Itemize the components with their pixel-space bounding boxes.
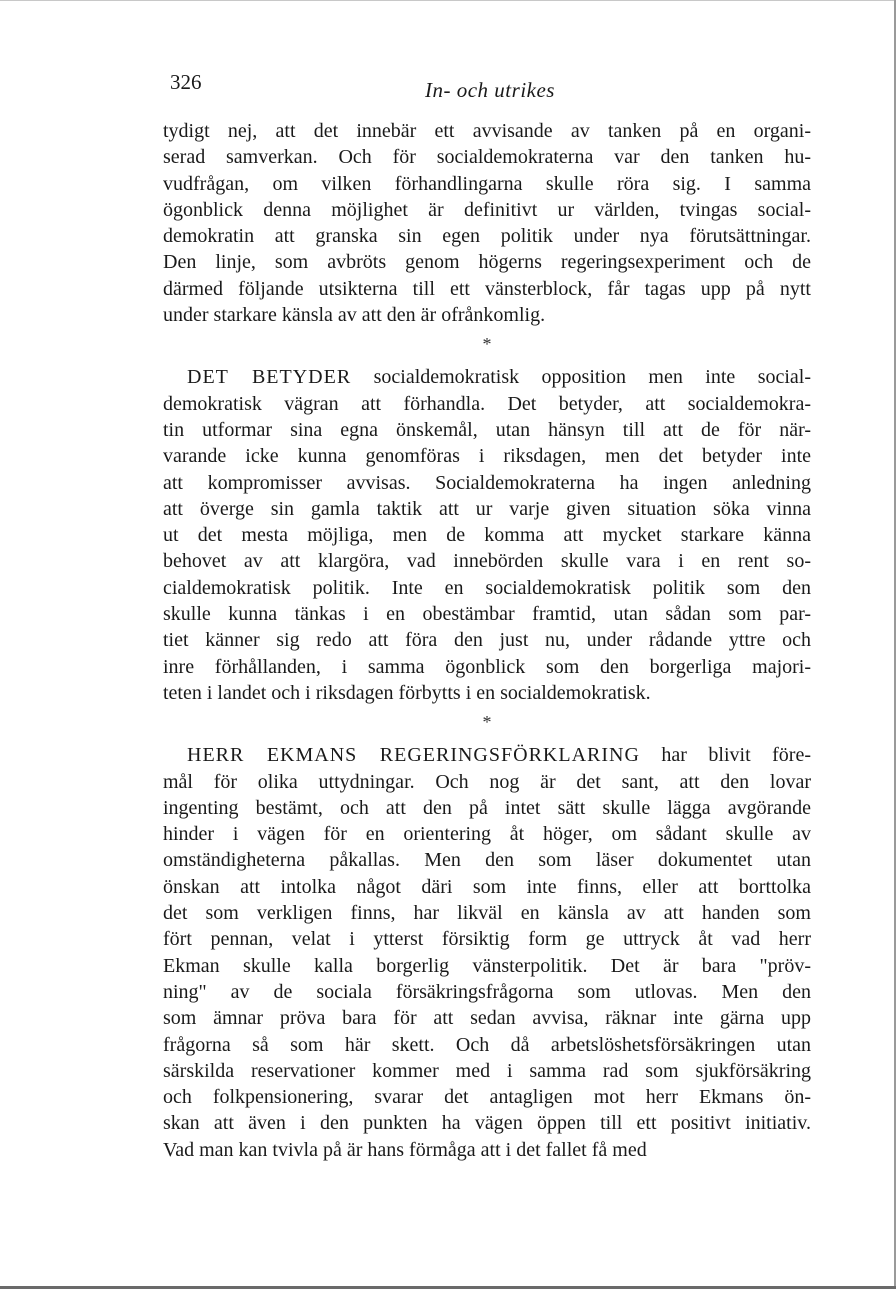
- paragraph-lead-smallcaps: HERR EKMANS REGERINGSFÖRKLARING: [187, 744, 640, 767]
- journal-title: In- och utrikes: [425, 78, 555, 102]
- text-line: Vad man kan tvivla på är hans förmåga att i det fallet få med: [163, 1138, 647, 1161]
- text-line: hinder i vägen för en orientering åt höger, om sådant skulle av: [163, 823, 811, 846]
- section-separator-asterisk: *: [482, 334, 492, 355]
- page-body: [163, 118, 811, 1163]
- paragraph-1: [163, 118, 811, 328]
- text-line: tiet känner sig redo att föra den just nu, under rådande yttre och: [163, 629, 811, 652]
- text-line: därmed följande utsikterna till ett vänsterblock, får tagas upp på nytt: [163, 277, 811, 300]
- text-line: Ekman skulle kalla borgerlig vänsterpolitik. Det är bara "pröv-: [163, 954, 811, 977]
- running-head: [170, 70, 820, 110]
- text-line: serad samverkan. Och för socialdemokraterna var den tanken hu-: [163, 146, 811, 169]
- text-line: inre förhållanden, i samma ögonblick som den borgerliga majori-: [163, 655, 811, 678]
- paragraph-3: [163, 742, 811, 1163]
- text-line: tin utformar sina egna önskemål, utan hänsyn till att de för när-: [163, 418, 811, 441]
- text-line-rest: socialdemokratisk opposition men inte social-: [351, 366, 811, 389]
- text-line: under starkare känsla av att den är ofrånkomlig.: [163, 304, 546, 327]
- paragraph-2: [163, 364, 811, 706]
- section-separator-asterisk: *: [482, 712, 492, 733]
- paragraph-lead-smallcaps: DET BETYDER: [187, 366, 352, 389]
- text-line: tydigt nej, att det innebär ett avvisande av tanken på en organi-: [163, 120, 811, 142]
- text-line: varande icke kunna genomföras i riksdagen, men det betyder inte: [163, 445, 811, 468]
- text-line: vudfrågan, om vilken förhandlingarna skulle röra sig. I samma: [163, 172, 811, 195]
- text-line: att överge sin gamla taktik att ur varje given situation söka vinna: [163, 497, 811, 520]
- text-line: omständigheterna påkallas. Men den som läser dokumentet utan: [163, 849, 811, 872]
- text-line: som ämnar pröva bara för att sedan avvisa, räknar inte gärna upp: [163, 1007, 811, 1030]
- text-line: demokratisk vägran att förhandla. Det betyder, att socialdemokra-: [163, 392, 811, 415]
- text-line: önskan att intolka något däri som inte finns, eller att borttolka: [163, 875, 811, 898]
- text-line: skan att även i den punkten ha vägen öppen till ett positivt initiativ.: [163, 1112, 811, 1135]
- text-line-first: [163, 742, 811, 768]
- text-line: teten i landet och i riksdagen förbytts i en socialdemokratisk.: [163, 681, 651, 704]
- text-line: Den linje, som avbröts genom högerns regeringsexperiment och de: [163, 251, 811, 274]
- scan-edge-top: [0, 0, 896, 6]
- text-line-rest: har blivit före-: [639, 744, 811, 767]
- text-line: ut det mesta möjliga, men de komma att mycket starkare känna: [163, 524, 811, 547]
- text-line: särskilda reservationer kommer med i samma rad som sjukförsäkring: [163, 1059, 811, 1082]
- text-line: fört pennan, velat i ytterst försiktig form ge uttryck åt vad herr: [163, 928, 811, 951]
- text-line: cialdemokratisk politik. Inte en socialdemokratisk politik som den: [163, 576, 811, 599]
- text-line: det som verkligen finns, har likväl en känsla av att handen som: [163, 902, 811, 925]
- text-line-first: [163, 364, 811, 390]
- text-line: skulle kunna tänkas i en obestämbar framtid, utan sådan som par-: [163, 603, 811, 626]
- text-line: ning" av de sociala försäkringsfrågorna som utlovas. Men den: [163, 980, 811, 1003]
- page-number: 326: [170, 70, 202, 94]
- text-line: frågorna så som här skett. Och då arbetslöshetsförsäkringen utan: [163, 1033, 811, 1056]
- text-line: ingenting bestämt, och att den på intet sätt skulle lägga avgörande: [163, 796, 811, 819]
- text-line: att kompromisser avvisas. Socialdemokraterna ha ingen anledning: [163, 471, 811, 494]
- text-line: demokratin att granska sin egen politik under nya förutsättningar.: [163, 225, 811, 248]
- text-line: behovet av att klargöra, vad innebörden skulle vara i en rent so-: [163, 550, 811, 573]
- text-line: mål för olika uttydningar. Och nog är det sant, att den lovar: [163, 770, 811, 793]
- text-line: ögonblick denna möjlighet är definitivt ur världen, tvingas social-: [163, 198, 811, 221]
- text-line: och folkpensionering, svarar det antagligen mot herr Ekmans ön-: [163, 1086, 811, 1109]
